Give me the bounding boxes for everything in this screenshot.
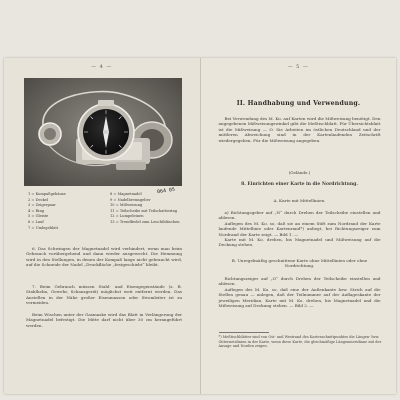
subheading-a: A. Karte mit Mittellinien.	[273, 198, 326, 203]
legend-item: 7 = Umlegeblatt	[28, 225, 59, 230]
paragraph-text: 6. Das Schwingen der Magnetnadel wird verhindert, wenn man beim Gebrauch vorübergehend und dann wieder ausgewecht. Die Hemmung wird in den Stellungen, in denen der Kompaß lange nicht gebraucht wird, auf die Schneide der Nadel „Druckfläche „festgeschiebt“ bleibt.	[26, 246, 182, 268]
legend-item: 9 = Nadelbremsgeber	[110, 197, 151, 202]
figure-legend	[28, 192, 188, 231]
legend-item: 1 = Kompaßgehäuse	[28, 192, 66, 196]
footnote-divider	[219, 332, 269, 333]
legend-item: 5 = Gleiste	[28, 214, 49, 219]
intro-paragraph	[219, 116, 381, 143]
subheading-b: B. Unregelmäßig geschnittene Karte ohne Mittellinien oder ohne Nordrichtung.	[231, 258, 368, 269]
section-8-heading: 8. Einrichten einer Karte in die Nordrichtung.	[241, 182, 358, 187]
paragraph-text: Bei Verwendung des M. Ko. auf Karten wird die Mißweisung benötigt. Den angegebenen Mißweisungswinkel gibt die Meßtischblatt. Für Übersichtsblatt ist die Mißweisung — O. Sie Arbeiten im östlichen Deutschland und der mittleren Abweichung sind in der Kartenlaufenden Zeitschrift wiedergegeben. Für die Mißweisung angegeben.	[218, 116, 381, 143]
paragraph-text: a) Richtungsgeber auf „N“ durch Drehen der Teilscheibe einstellen und ablesen.	[218, 210, 381, 221]
right-page	[201, 58, 397, 394]
legend-item: 13 = Trendfiedel zum Leuchtbläschen	[110, 219, 180, 224]
legend-item: 6 = Lauf	[28, 219, 44, 224]
compass-illustration	[24, 78, 182, 186]
footnote: *) Meßtischblätter sind von Ost- und Westrand des Kartenschnittpunktes die Längen- bzw. Gitternetzlinien in der Karte, wenn diese Karte, die gleichmäßige Längenmeridiane mit der Ansage und Norden zeigen.	[218, 335, 382, 349]
paragraph-7	[26, 284, 182, 306]
paragraph-text: Auflegen des M. Ko. so, daß eine der Außenkante bzw. Strich auf die Stellen genau — anlegen, daß der Teilnummer auf der Auflageskante der jeweiligen Meridian. Karte mit M. Ko. drehen, bis Magnetnadel und die Mißweisung auf Deckung stehen. — Bild 2. —	[218, 286, 381, 309]
section-a-text	[219, 210, 381, 248]
page-number: — 5 —	[287, 64, 309, 70]
left-page	[4, 58, 201, 394]
paragraph-text: Richtungszeiger auf „O“ durch Drehen der Teilscheibe einstellen und ablesen.	[218, 276, 381, 287]
paragraph-6	[26, 246, 182, 268]
legend-item: 11 = Teilscheibe mit Teilschattiering	[110, 208, 178, 213]
legend-item: 12 = Lumpeleinen	[110, 214, 144, 219]
legend-item: 3 = Zeigerpaar	[28, 203, 56, 208]
legend-item: 8 = Magnetnadel	[110, 192, 142, 196]
paragraph-text: Karte mit M. Ko. drehen, bis Magnetnadel und Mißweisung auf die Deckung stehen.	[218, 237, 381, 248]
legend-item: 2 = Deckel	[28, 197, 49, 202]
gelande-label: (Gelände.)	[288, 170, 311, 175]
legend-item: 10 = Mißweisung	[110, 203, 143, 208]
page-number: — 4 —	[91, 64, 113, 70]
paragraph-text: Beim Wischen unter der Gasmaske wird das Blatt in Verlängerung der Magnetnadel befestigt. Die Mitte darf nicht über 30 cm herangeführt werden.	[26, 312, 182, 328]
legend-item: 4 = Ring	[28, 208, 45, 213]
photo-serial: 064 05	[156, 186, 176, 196]
book-spread	[4, 58, 396, 394]
section-b-text	[219, 276, 381, 308]
paragraph-text: 7. Beim Gebrauch müssen Stahl- und Eisengegenstände (z. B. Stahlhelm, Gewehr, Schanzgerät) möglichst weit entfernt werden. Das Anstellen in der Nähe großer Eisenmassen oder Stromleiter ist zu vermeiden.	[26, 284, 182, 306]
legend-item	[110, 226, 188, 232]
section-heading: II. Handhabung und Verwendung.	[236, 100, 361, 107]
paragraph-8	[26, 312, 182, 328]
paragraph-text: Auflegen des M. Ko. so, daß sie an einem Stift zum Nordrand der Karte laufende Mittellinie oder Kartenrand*) anliegt, bei Richtungszeiger zum Nordrand der Karte zeigt. — Bild 1. —	[218, 220, 381, 237]
